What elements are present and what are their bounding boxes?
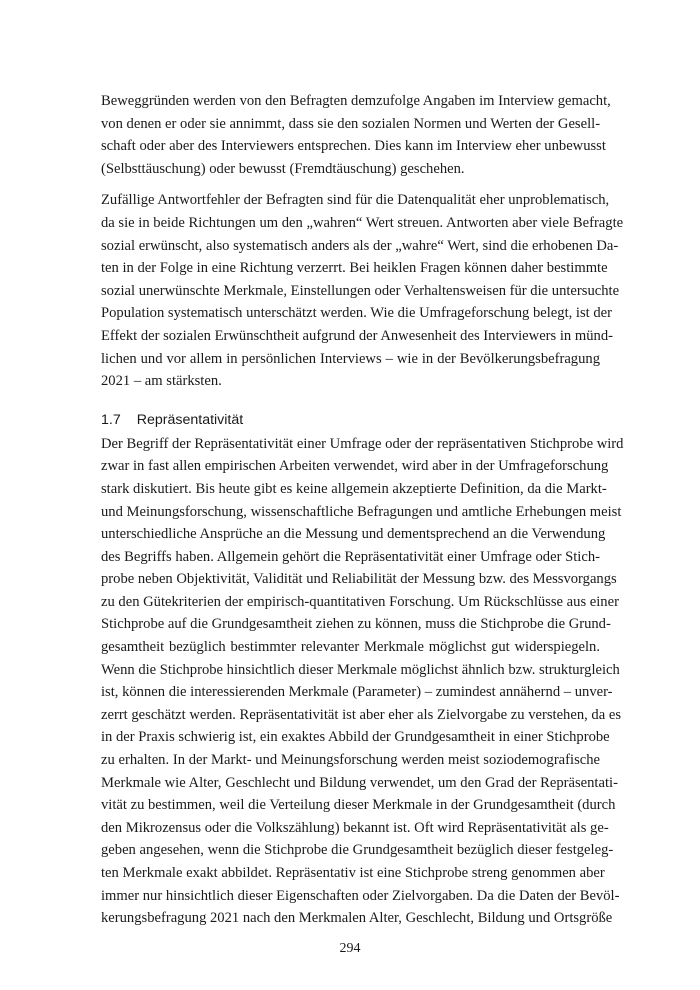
text-line: Effekt der sozialen Erwünschtheit aufgrund der Anwesenheit des Interviewers in münd- [101,327,613,344]
text-line: gesamtheit bezüglich bestimmter relevanter Merkmale möglichst gut widerspiegeln. [101,639,600,656]
text-line: stark diskutiert. Bis heute gibt es keine allgemein akzeptierte Definition, da die Markt- [101,480,607,497]
text-line: Wenn die Stichprobe hinsichtlich dieser Merkmale möglichst ähnlich bzw. strukturgleich [101,661,620,678]
section-title: Repräsentativität [136,411,244,428]
text-line: vität zu bestimmen, weil die Verteilung dieser Merkmale in der Grundgesamtheit (durch [101,797,616,814]
text-line: probe neben Objektivität, Validität und Reliabilität der Messung bzw. des Messvorgangs [101,571,617,588]
text-line: ten in der Folge in eine Richtung verzerrt. Bei heiklen Fragen können daher bestimmte [101,260,608,277]
text-line: Population systematisch unterschätzt werden. Wie die Umfrageforschung belegt, ist der [101,305,612,322]
text-line: Zufällige Antwortfehler der Befragten sind für die Datenqualität eher unproblematisch, [101,192,610,209]
section-heading [101,409,600,431]
text-line: ten Merkmale exakt abbildet. Repräsentativ ist eine Stichprobe streng genommen aber [101,865,605,881]
text-line: zu den Gütekriterien der empirisch-quantitativen Forschung. Um Rückschlüsse aus einer [101,593,619,610]
text-line: immer nur hinsichtlich dieser Eigenschaften oder Zielvorgaben. Da die Daten der Bevöl- [101,887,620,904]
text-line: lichen und vor allem in persönlichen Interviews – wie in der Bevölkerungsbefragung [101,350,600,367]
text-line: ist, können die interessierenden Merkmale (Parameter) – zumindest annähernd – unver- [101,684,613,701]
text-line: Merkmale wie Alter, Geschlecht und Bildung verwendet, um den Grad der Repräsentati- [101,774,618,791]
paragraph-2 [101,189,624,392]
text-line: den Mikrozensus oder die Volkszählung) bekannt ist. Oft wird Repräsentativität als ge- [101,819,609,836]
text-line: sozial erwünscht, also systematisch anders als der „wahre“ Wert, sind die erhobenen Da- [101,237,619,254]
text-line: (Selbsttäuschung) oder bewusst (Fremdtäuschung) geschehen. [101,160,465,177]
text-line: 2021 – am stärksten. [101,373,222,390]
paragraph-3 [101,433,624,930]
text-line: zwar in fast allen empirischen Arbeiten verwendet, wird aber in der Umfrageforschung [101,458,609,475]
page-content [101,90,624,930]
text-line: geben angesehen, wenn die Stichprobe die Grundgesamtheit bezüglich dieser festgeleg- [101,842,614,859]
text-line: und Meinungsforschung, wissenschaftliche Befragungen und amtliche Erhebungen meist [101,503,622,520]
page-number: 294 [339,941,361,956]
text-line: des Begriffs haben. Allgemein gehört die Repräsentativität einer Umfrage oder Stich- [101,548,600,565]
text-line: kerungsbefragung 2021 nach den Merkmalen Alter, Geschlecht, Bildung und Ortsgröße [101,910,613,927]
text-line: da sie in beide Richtungen um den „wahren“ Wert streuen. Antworten aber viele Befragte [101,214,624,231]
paragraph-1 [101,90,611,180]
section-number: 1.7 [101,411,121,428]
text-line: zu erhalten. In der Markt- und Meinungsforschung werden meist soziodemografische [101,752,600,769]
text-line: Der Begriff der Repräsentativität einer Umfrage oder der repräsentativen Stichprobe wird [101,435,624,452]
text-line: von denen er oder sie annimmt, dass sie den sozialen Normen und Werten der Gesell- [101,115,601,132]
text-line: zerrt geschätzt werden. Repräsentativität ist aber eher als Zielvorgabe zu verstehen, da es [101,706,622,723]
text-line: schaft oder aber des Interviewers entsprechen. Dies kann im Interview eher unbewusst [101,138,606,155]
text-line: in der Praxis schwierig ist, ein exaktes Abbild der Grundgesamtheit in einer Stichprobe [101,729,610,746]
text-line: unterschiedliche Ansprüche an die Messung und dementsprechend an die Verwendung [101,526,606,543]
text-line: Stichprobe auf die Grundgesamtheit ziehen zu können, muss die Stichprobe die Grund- [101,616,611,633]
text-line: Beweggründen werden von den Befragten demzufolge Angaben im Interview gemacht, [101,93,611,109]
text-line: sozial unerwünschte Merkmale, Einstellungen oder Verhaltensweisen für die untersuchte [101,282,620,299]
